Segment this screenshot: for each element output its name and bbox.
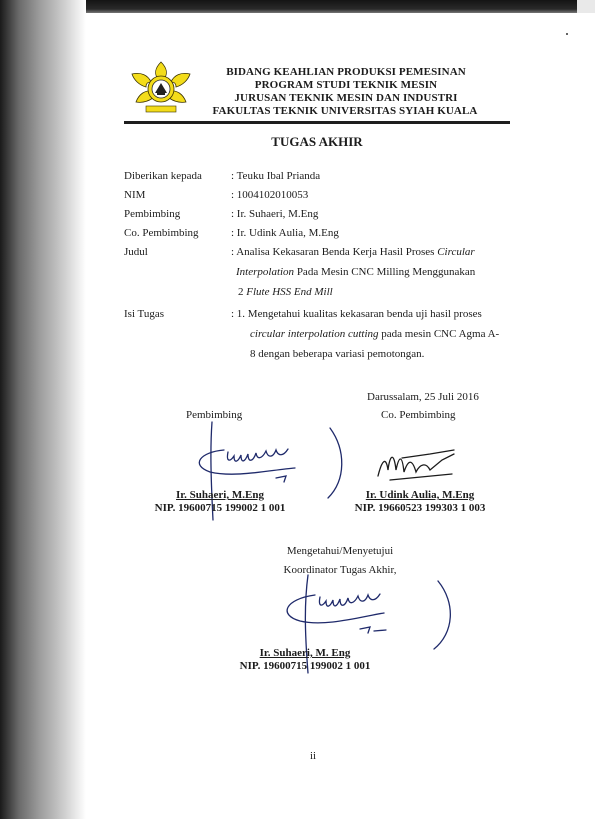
co-supervisor-label: Co. Pembimbing bbox=[124, 227, 199, 239]
header-divider bbox=[124, 121, 510, 124]
title-label: Judul bbox=[124, 246, 148, 258]
university-logo bbox=[126, 60, 196, 116]
document-title: TUGAS AKHIR bbox=[271, 134, 363, 149]
nim-label: NIM bbox=[124, 189, 146, 201]
approval-text: Mengetahui/Menyetujui bbox=[286, 545, 394, 557]
scan-top-edge bbox=[0, 0, 595, 13]
header-line-2: PROGRAM STUDI TEKNIK MESIN bbox=[254, 79, 438, 91]
task-line-1: : 1. Mengetahui kualitas kekasaran benda uji hasil proses bbox=[231, 308, 482, 320]
place-date: Darussalam, 25 Juli 2016 bbox=[367, 391, 479, 403]
co-supervisor-nip: NIP. 19660523 199303 1 003 bbox=[354, 502, 486, 514]
co-supervisor-role: Co. Pembimbing bbox=[381, 409, 456, 421]
coordinator-name: Ir. Suhaeri, M. Eng bbox=[259, 647, 351, 659]
thesis-title-line-2: Interpolation Pada Mesin CNC Milling Menggunakan bbox=[236, 266, 476, 278]
header-line-1: BIDANG KEAHLIAN PRODUKSI PEMESINAN bbox=[226, 66, 466, 78]
page-number: ii bbox=[310, 750, 317, 762]
task-line-2: circular interpolation cutting pada mesin CNC Agma A- bbox=[250, 328, 500, 340]
supervisor-nip: NIP. 19600715 199002 1 001 bbox=[154, 502, 286, 514]
header-line-4: FAKULTAS TEKNIK UNIVERSITAS SYIAH KUALA bbox=[212, 105, 478, 117]
given-to-value: : Teuku Ibal Prianda bbox=[231, 170, 321, 182]
coordinator-role: Koordinator Tugas Akhir, bbox=[283, 564, 397, 576]
co-supervisor-name: Ir. Udink Aulia, M.Eng bbox=[365, 489, 475, 501]
task-line-3: 8 dengan beberapa variasi pemotongan. bbox=[250, 348, 425, 360]
co-supervisor-signature bbox=[372, 440, 462, 490]
nim-value: : 1004102010053 bbox=[231, 189, 309, 201]
thesis-title-line-3: 2 Flute HSS End Mill bbox=[238, 286, 333, 298]
thesis-title-line-1: : Analisa Kekasaran Benda Kerja Hasil Proses Circular bbox=[231, 246, 475, 258]
supervisor-label: Pembimbing bbox=[124, 208, 181, 220]
given-to-label: Diberikan kepada bbox=[124, 170, 202, 182]
co-supervisor-value: : Ir. Udink Aulia, M.Eng bbox=[231, 227, 339, 239]
header-line-3: JURUSAN TEKNIK MESIN DAN INDUSTRI bbox=[234, 92, 458, 104]
scan-binding-shadow bbox=[0, 0, 86, 819]
supervisor-name: Ir. Suhaeri, M.Eng bbox=[176, 489, 264, 501]
coordinator-nip: NIP. 19600715 199002 1 001 bbox=[239, 660, 371, 672]
supervisor-value: : Ir. Suhaeri, M.Eng bbox=[231, 208, 319, 220]
task-label: Isi Tugas bbox=[124, 308, 165, 320]
scan-speck bbox=[566, 33, 568, 35]
supervisor-role: Pembimbing bbox=[186, 409, 243, 421]
